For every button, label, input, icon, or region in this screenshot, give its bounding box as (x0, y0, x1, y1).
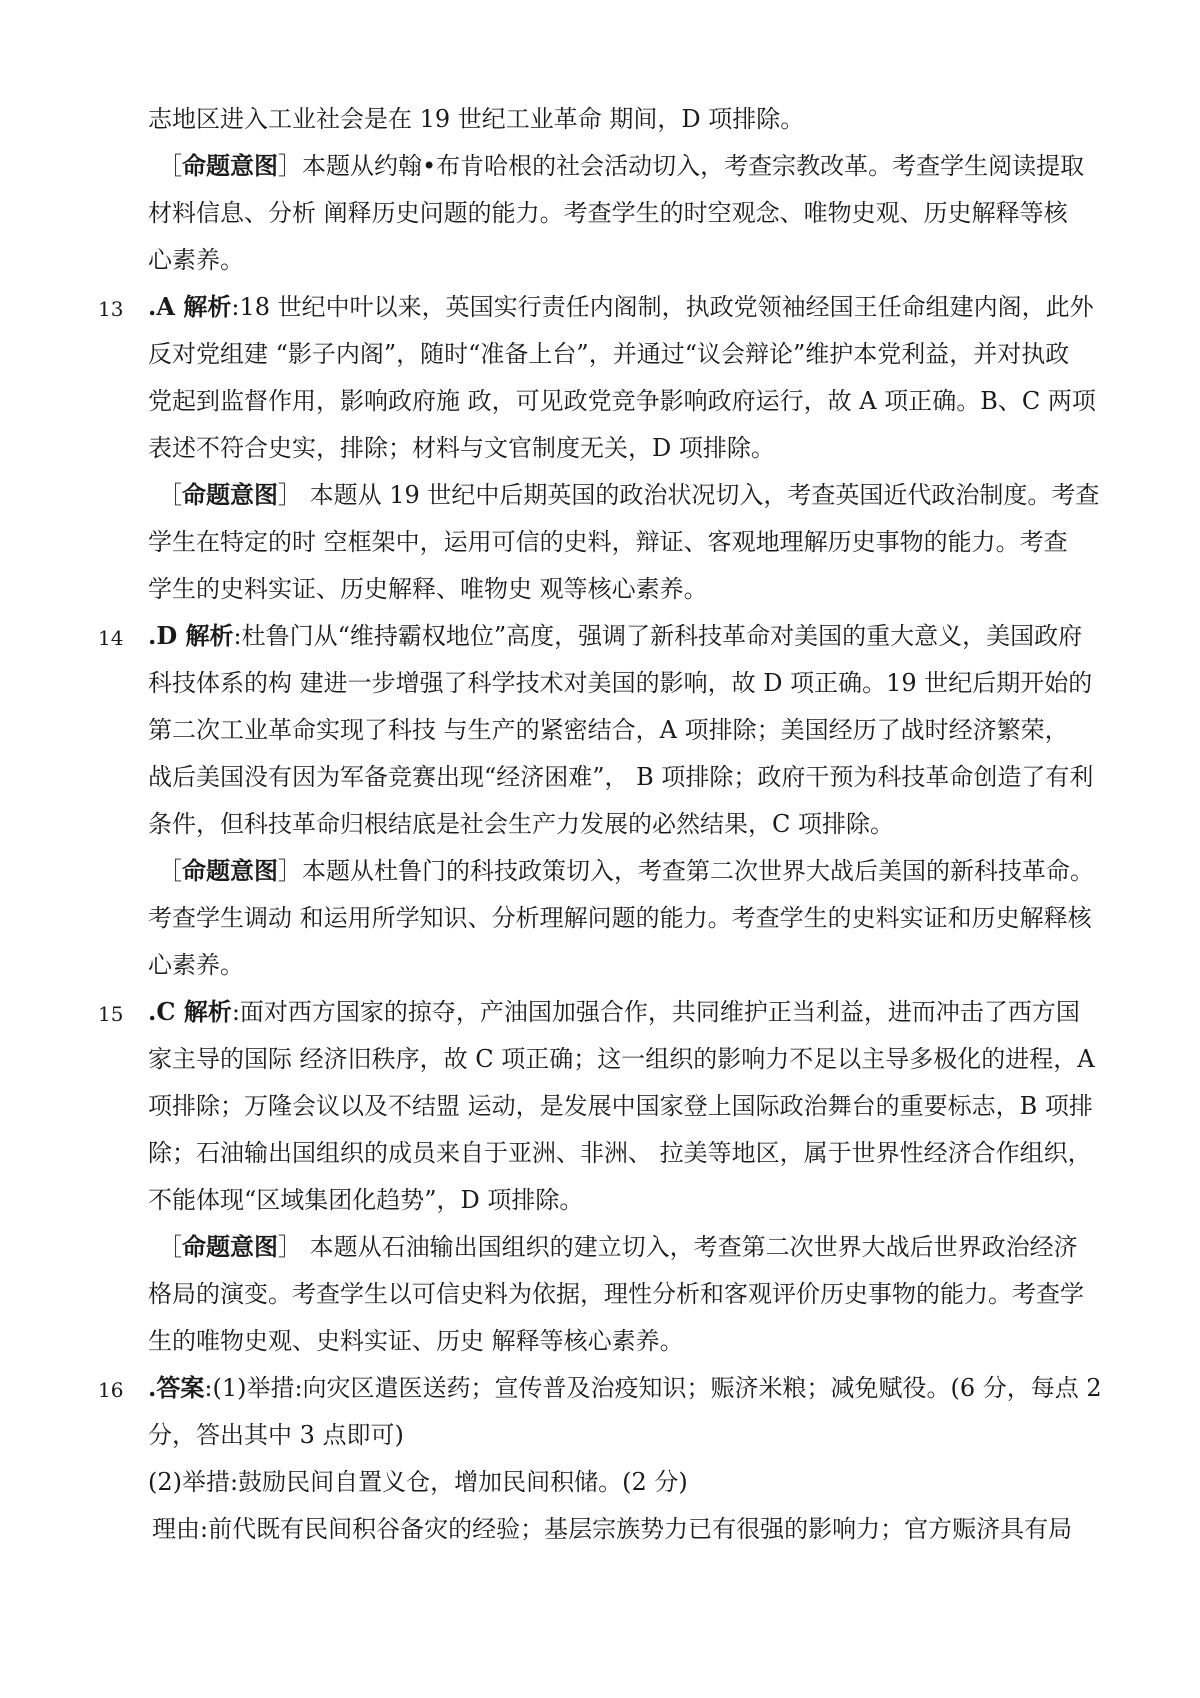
text-line (148, 1465, 1108, 1499)
bracket-open: ［ (158, 152, 182, 180)
line-text: 条件，但科技革命归根结底是社会生产力发展的必然结果，C 项排除。 (148, 810, 894, 838)
colon: : (231, 998, 240, 1026)
analysis-label: .A 解析 (148, 292, 232, 321)
line-text: 学生的史料实证、历史解释、唯物史 观等核心素养。 (148, 575, 708, 603)
text-line (148, 1089, 1108, 1123)
question-16-head-line (148, 1371, 1108, 1405)
question-number: 14 (98, 626, 124, 650)
text-line (148, 901, 1108, 935)
question-number: 16 (98, 1378, 124, 1402)
line-text: 志地区进入工业社会是在 19 世纪工业革命 期间，D 项排除。 (148, 105, 805, 133)
text-line (148, 337, 1108, 371)
text-line (148, 1418, 1108, 1452)
intent-label: 命题意图 (182, 151, 278, 180)
line-text: 本题从杜鲁门的科技政策切入，考查第二次世界大战后美国的新科技革命。 (302, 857, 1094, 885)
text-line (148, 1183, 1108, 1217)
intent-line (158, 149, 1118, 183)
line-text: 本题从约翰•布肯哈根的社会活动切入，考查宗教改革。考查学生阅读提取 (302, 152, 1085, 180)
answer-label: .答案 (148, 1373, 205, 1402)
line-text: 材料信息、分析 阐释历史问题的能力。考查学生的时空观念、唯物史观、历史解释等核 (148, 199, 1068, 227)
text-line (148, 1136, 1108, 1170)
text-line (148, 666, 1108, 700)
analysis-label: .C 解析 (148, 997, 232, 1026)
question-13-head-line (148, 290, 1108, 324)
line-text: 党起到监督作用，影响政府施 政，可见政党竞争影响政府运行，故 A 项正确。B、C 两项 (148, 387, 1096, 415)
intent-label: 命题意图 (182, 856, 278, 885)
colon: : (204, 1374, 213, 1402)
question-number: 15 (98, 1002, 124, 1026)
line-text: 反对党组建 “影子内阁”，随时“准备上台”，并通过“议会辩论”维护本党利益，并对执政 (148, 340, 1070, 368)
bracket-close: ］ (278, 1233, 302, 1261)
line-text: 科技体系的构 建进一步增强了科学技术对美国的影响，故 D 项正确。19 世纪后期开始的 (148, 669, 1093, 697)
text-line (148, 431, 1108, 465)
question-14-head-line (148, 619, 1108, 653)
question-number: 13 (98, 297, 124, 321)
text-line (148, 1042, 1108, 1076)
bracket-close: ］ (278, 857, 302, 885)
line-text: 面对西方国家的掠夺，产油国加强合作，共同维护正当利益，进而冲击了西方国 (239, 998, 1080, 1026)
question-15-head-line (148, 995, 1108, 1029)
line-text: 第二次工业革命实现了科技 与生产的紧密结合，A 项排除；美国经历了战时经济繁荣， (148, 716, 1069, 744)
text-line (148, 1277, 1108, 1311)
line-text: 分，答出其中 3 点即可) (148, 1421, 404, 1449)
line-text: 生的唯物史观、史料实证、历史 解释等核心素养。 (148, 1327, 684, 1355)
text-line (148, 1324, 1108, 1358)
text-line (148, 572, 1108, 606)
line-text: 家主导的国际 经济旧秩序，故 C 项正确；这一组织的影响力不足以主导多极化的进程，A (148, 1045, 1095, 1073)
line-text: 表述不符合史实，排除；材料与文官制度无关，D 项排除。 (148, 434, 775, 462)
text-line (148, 102, 1108, 136)
text-line (152, 1512, 1112, 1546)
line-text: 理由:前代既有民间积谷备灾的经验；基层宗族势力已有很强的影响力；官方赈济具有局 (152, 1515, 1073, 1543)
line-text: (1)举措:向灾区遣医送药；宣传普及治疫知识；赈济米粮；减免赋役。(6 分，每点 2 (212, 1374, 1102, 1402)
text-line (148, 196, 1108, 230)
bracket-open: ［ (158, 1233, 182, 1261)
bracket-close: ］ (278, 152, 302, 180)
bracket-open: ［ (158, 857, 182, 885)
line-text: 18 世纪中叶以来，英国实行责任内阁制，执政党领袖经国王任命组建内阁，此外 (239, 293, 1094, 321)
line-text: 格局的演变。考查学生以可信史料为依据，理性分析和客观评价历史事物的能力。考查学 (148, 1280, 1084, 1308)
bracket-open: ［ (158, 481, 182, 509)
intent-label: 命题意图 (182, 1232, 278, 1261)
line-text: 项排除；万隆会议以及不结盟 运动，是发展中国家登上国际政治舞台的重要标志，B 项排 (148, 1092, 1093, 1120)
line-text: 不能体现“区域集团化趋势”，D 项排除。 (148, 1186, 584, 1214)
intent-line (158, 1230, 1118, 1264)
line-text: (2)举措:鼓励民间自置义仓，增加民间积储。(2 分) (148, 1468, 688, 1496)
colon: : (233, 622, 242, 650)
line-text: 心素养。 (148, 246, 244, 274)
line-text: 考查学生调动 和运用所学知识、分析理解问题的能力。考查学生的史料实证和历史解释核 (148, 904, 1092, 932)
colon: : (231, 293, 240, 321)
text-line (148, 525, 1108, 559)
text-line (148, 948, 1108, 982)
bracket-close: ］ (278, 481, 302, 509)
line-text: 心素养。 (148, 951, 244, 979)
line-text: 除；石油输出国组织的成员来自于亚洲、非洲、 拉美等地区，属于世界性经济合作组织， (148, 1139, 1092, 1167)
text-line (148, 807, 1108, 841)
text-line (148, 384, 1108, 418)
line-text: 战后美国没有因为军备竞赛出现“经济困难”， B 项排除；政府干预为科技革命创造了有利 (148, 763, 1094, 791)
intent-line (158, 854, 1118, 888)
text-line (148, 760, 1108, 794)
line-text: 杜鲁门从“维持霸权地位”高度，强调了新科技革命对美国的重大意义，美国政府 (241, 622, 1083, 650)
text-line (148, 243, 1108, 277)
intent-label: 命题意图 (182, 480, 278, 509)
line-text: 学生在特定的时 空框架中，运用可信的史料，辩证、客观地理解历史事物的能力。考查 (148, 528, 1068, 556)
text-line (148, 713, 1108, 747)
intent-line (158, 478, 1118, 512)
analysis-label: .D 解析 (148, 621, 234, 650)
line-text: 本题从 19 世纪中后期英国的政治状况切入，考查英国近代政治制度。考查 (302, 481, 1100, 509)
line-text: 本题从石油输出国组织的建立切入，考查第二次世界大战后世界政治经济 (302, 1233, 1078, 1261)
